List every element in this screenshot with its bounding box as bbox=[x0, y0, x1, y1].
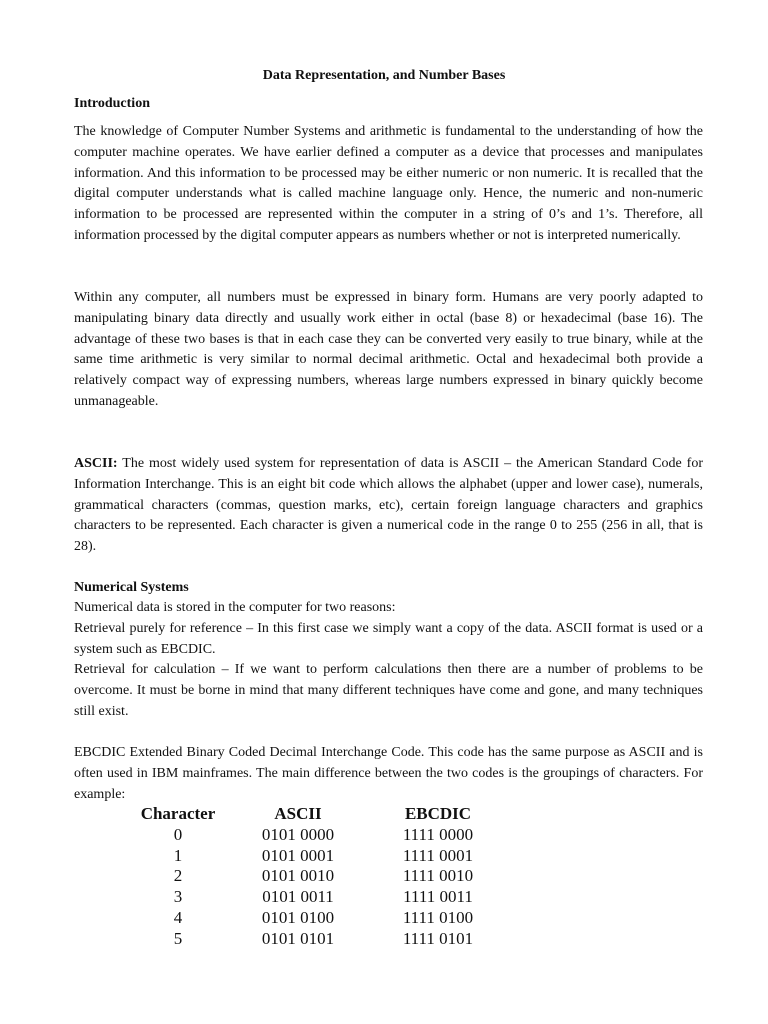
table-cell-ascii: 0101 0000 bbox=[261, 824, 335, 844]
table-cell-ebcdic: 1111 0010 bbox=[402, 866, 474, 886]
table-header-ascii: ASCII bbox=[274, 804, 322, 823]
table-cell-ascii: 0101 0100 bbox=[261, 907, 335, 927]
ascii-label: ASCII: bbox=[74, 456, 118, 471]
table-cell-character: 2 bbox=[173, 866, 183, 886]
table-row bbox=[0, 908, 768, 929]
table-cell-ascii: 0101 0011 bbox=[262, 887, 334, 907]
table-cell-character: 4 bbox=[173, 907, 183, 927]
ascii-paragraph bbox=[74, 454, 703, 558]
table-cell-ascii: 0101 0001 bbox=[261, 845, 335, 865]
ebcdic-paragraph: EBCDIC Extended Binary Coded Decimal Interchange Code. This code has the same purpose as ASCII and is often used in IBM mainframes. The main difference between the two codes is the groupings of characters. For example: bbox=[74, 745, 703, 802]
table-row bbox=[0, 866, 768, 887]
introduction-heading: Introduction bbox=[74, 96, 150, 111]
table-row bbox=[0, 929, 768, 950]
table-cell-ebcdic: 1111 0000 bbox=[402, 824, 474, 844]
numerical-systems-paragraph-2: Retrieval purely for reference – In this first case we simply want a copy of the data. ASCII format is used or a system such as EBCDIC. bbox=[74, 621, 703, 657]
table-header-character: Character bbox=[140, 804, 216, 823]
table-cell-ebcdic: 1111 0001 bbox=[402, 845, 474, 865]
introduction-paragraph-2: Within any computer, all numbers must be expressed in binary form. Humans are very poorly adapted to manipulating binary data directly and usually work either in octal (base 8) or hexadecimal (base 16). The advantage of these two bases is that in each case they can be converted very easily to true binary, while at the same time arithmetic is very similar to normal decimal arithmetic. Octal and hexadecimal both provide a relatively compact way of expressing numbers, whereas large numbers expressed in binary quickly become unmanageable. bbox=[74, 290, 703, 409]
numerical-systems-paragraph-3: Retrieval for calculation – If we want to perform calculations then there are a number of problems to be overcome. It must be borne in mind that many different techniques have come and gone, and many techniques still exist. bbox=[74, 662, 703, 719]
table-cell-ebcdic: 1111 0100 bbox=[402, 907, 474, 927]
ascii-text: The most widely used system for representation of data is ASCII – the American Standard Code for Information Interchange. This is an eight bit code which allows the alphabet (upper and lower case), numerals, grammatical characters (commas, question marks, etc), certain foreign language characters and graphics characters to be represented. Each character is given a numerical code in the range 0 to 255 (256 in all, that is 28). bbox=[74, 456, 703, 555]
table-cell-ebcdic: 1111 0101 bbox=[402, 928, 474, 948]
table-cell-ascii: 0101 0101 bbox=[261, 928, 335, 948]
table-cell-character: 1 bbox=[173, 845, 183, 865]
table-row bbox=[0, 846, 768, 867]
numerical-systems-line-1: Numerical data is stored in the computer for two reasons: bbox=[74, 600, 396, 615]
table-row bbox=[0, 825, 768, 846]
page-title: Data Representation, and Number Bases bbox=[262, 68, 506, 83]
table-row bbox=[0, 887, 768, 908]
table-cell-ebcdic: 1111 0011 bbox=[403, 887, 473, 907]
table-header-ebcdic: EBCDIC bbox=[404, 804, 472, 823]
numerical-systems-heading: Numerical Systems bbox=[74, 580, 189, 595]
introduction-paragraph-1: The knowledge of Computer Number Systems and arithmetic is fundamental to the understanding of how the computer machine operates. We have earlier defined a computer as a device that processes and manipulates information. And this information to be processed may be either numeric or non numeric. It is recalled that the digital computer understands what is called machine language only. Hence, the numeric and non-numeric information to be processed are represented within the computer in a string of 0’s and 1’s. Therefore, all information processed by the digital computer appears as numbers whether or not is interpreted numerically. bbox=[74, 124, 703, 243]
table-cell-character: 0 bbox=[173, 824, 183, 844]
table-cell-ascii: 0101 0010 bbox=[261, 866, 335, 886]
table-cell-character: 5 bbox=[173, 928, 183, 948]
character-code-table bbox=[0, 804, 768, 950]
table-cell-character: 3 bbox=[173, 887, 183, 907]
table-header-row bbox=[0, 804, 768, 825]
